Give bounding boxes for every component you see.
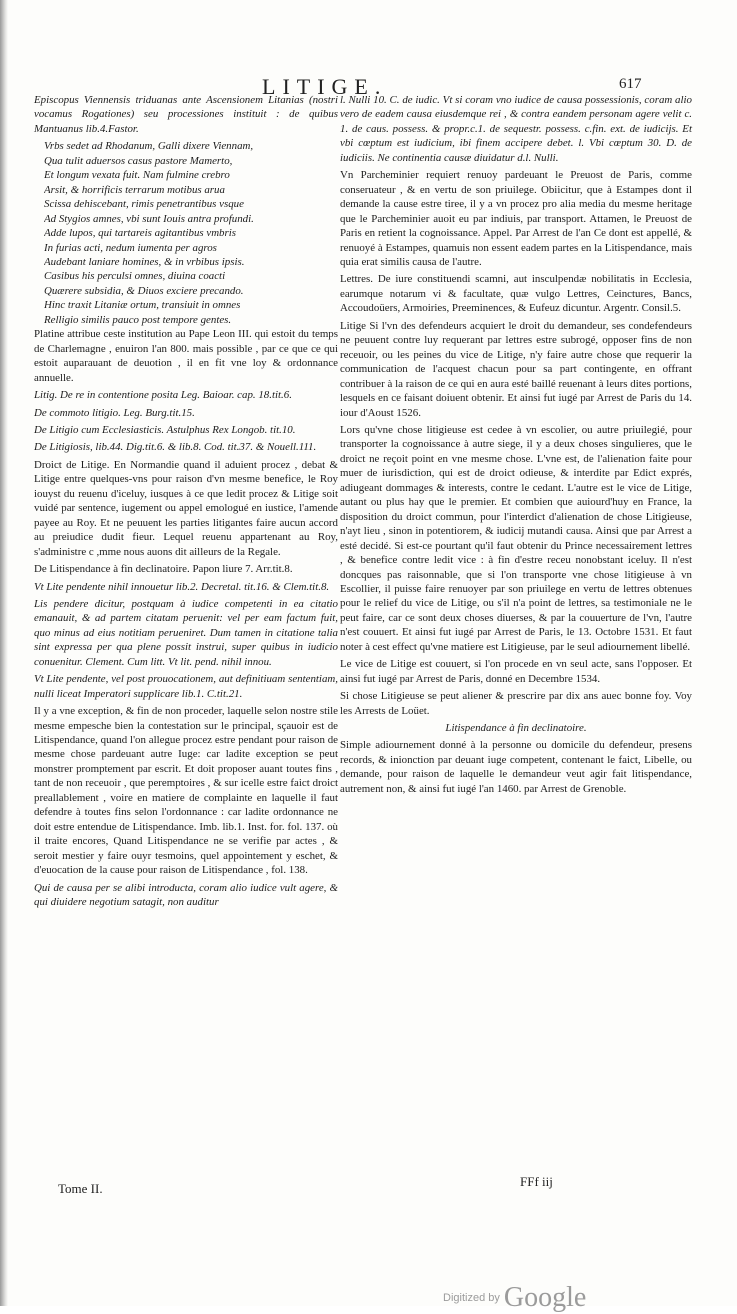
right-column <box>340 93 692 799</box>
verse-line: Relligio similis pauco post tempore gentes. <box>44 313 232 326</box>
paragraph: Simple adiournement donné à la personne ou domicile du defendeur, presens records, & inionction par deuant iuge competent, contenant le faict, Libelle, ou demande, pour raison de laquelle le demandeur veut agir fait litispendance, autrement non, & ainsi fut iugé l'an 1460. par Arrest de Grenoble. <box>340 739 692 795</box>
paragraph: Litige Si l'vn des defendeurs acquiert le droit du demandeur, ses condefendeurs ne peuuent contre luy requerant par lettres estre subrogé, opposer fins de non receuoir, ou les peines du vice de Litige, n'y faire autre chose que requerir la communication de l'acquest chacun pour sa part contingente, en offrant contribuer à la raison de ce qui en aura esté baillé reuenant à leurs dites portions, lesquels en ce faisant doiuent obtenir. Et ainsi fut iugé par Arrest de Paris du 14. iour d'Aoust 1526. <box>340 319 692 419</box>
paragraph: Il y a vne exception, & fin de non proceder, laquelle selon nostre stile mesme empesche bien la contestation sur le principal, sçauoir est de Litispendance, quand l'on allegue procez estre pendant pour raison de mesme chose pardeuant autre Iuge: car ladite exception se peut monstrer promptement par escrit. Et doit proposer auant toutes fins , tant de non receuoir , que peremptoires , & sur icelle estre faict droict preallablement , voire en matiere de complainte en laquelle il faut defendre à toutes fins selon l'ordonnance : car ladite ordonnance ne doit estre entendue de Litispendance. Imb. lib.1. Inst. for. fol. 137. où il traite encores, Quand Litispendance ne se verifie par actes , & seroit mestier y faire ouyr tesmoins, quel appointement y eschet, & d'euocation de la cause pour raison de Litispendance , fol. 138. <box>34 705 338 877</box>
paragraph: De Litispendance à fin declinatoire. Papon liure 7. Arr.tit.8. <box>34 563 293 576</box>
digitized-watermark <box>443 1282 586 1314</box>
scan-edge <box>0 0 8 1306</box>
paragraph: De commoto litigio. Leg. Burg.tit.15. <box>34 406 195 419</box>
google-logo: Google <box>503 1282 587 1313</box>
volume-label: Tome II. <box>58 1181 103 1196</box>
verse-line: Et longum vexata fuit. Nam fulmine crebro <box>44 169 230 182</box>
intro-paragraph: Episcopus Viennensis triduanas ante Ascensionem Litanias (nostri vocamus Rogationes) seu processiones instituit : de quibus Mantuanus lib.4.Fastor. <box>34 94 338 135</box>
verse-line: Vrbs sedet ad Rhodanum, Galli dixere Viennam, <box>44 140 254 153</box>
paragraph: Platine attribue ceste institution au Pape Leon III. qui estoit du temps de Charlemagne , enuiron l'an 800. mais possible , par ce que ce qui estoit auparauant de deuotion , il en fit vne loy & ordonnance annuelle. <box>34 328 338 384</box>
verse-line: Arsit, & horrificis terrarum motibus arua <box>44 183 225 196</box>
paragraph: l. Nulli 10. C. de iudic. Vt si coram vno iudice de causa possessionis, coram alio vero de eadem causa eiusdemque rei , & contra eandem personam agere velit c. 1. de caus. possess. & propr.c.1. de sequestr. possess. c.fin. ext. de iudicijs. Et vbi cœptum est iudicium, ibi finem accipere debet. l. Vbi cœptum 30. D. de iudiciis. Ne continentia causæ diuidatur d.l. Nulli. <box>340 94 692 164</box>
verse-line: Casibus his perculsi omnes, diuina coacti <box>44 270 226 283</box>
paragraph: Lis pendere dicitur, postquam à iudice competenti in ea citatio emanauit, & ad partem citatam peruenit: vel per eam factum fuit, quo minus ad eius notitiam perueniret. Dum tamen in citatione talia sint expressa per qua plene possit instrui, super quibus in iudicio conuenitur. Clement. Cum litt. Vt lit. pend. nihil innou. <box>34 597 338 668</box>
running-head: LITIGE. <box>262 74 388 99</box>
page-number: 617 <box>619 76 642 92</box>
verse-block <box>34 139 338 327</box>
verse-line: Quærere subsidia, & Diuos exciere precando. <box>44 284 244 297</box>
digitized-label: Digitized by <box>443 1292 500 1304</box>
verse-line: Hinc traxit Litaniæ ortum, transiuit in omnes <box>44 299 241 312</box>
left-column <box>34 93 338 912</box>
verse-line: Scissa dehiscebant, rimis penetrantibus vsque <box>44 198 244 211</box>
paragraph: Droict de Litige. En Normandie quand il aduient procez , debat & Litige entre quelques-vns pour raison d'vn mesme benefice, le Roy iouyst du reuenu d'iceluy, iusques à ce que ledit procez & Litige soit vuidé par sentence, iugement ou appel emologué en iustice, l'amende payee au Roy. Et ne peuuent les parties litigantes faire aucun accord au preiudice dudit fieur. Lequel reuenu appartenant au Roy, s'administre c ,mme nous auons dit ailleurs de la Regale. <box>34 458 338 558</box>
paragraph: De Litigio cum Ecclesiasticis. Astulphus Rex Longob. tit.10. <box>34 423 296 436</box>
paragraph: Le vice de Litige est couuert, si l'on procede en vn seul acte, sans l'opposer. Et ainsi fut iugé par Arrest de Paris, donné en Decembre 1534. <box>340 658 692 685</box>
signature-mark: FFf iij <box>520 1174 553 1189</box>
verse-line: In furias acti, nedum iumenta per agros <box>44 241 217 254</box>
paragraph: Vn Parcheminier requiert renuoy pardeuant le Preuost de Paris, comme conseruateur , & en vertu de son priuilege. Obiicitur, que à Estampes dont il demande la cause estre tiree, il y a vn procez pro alia media du mesme heritage que le Parcheminier auoit eu par indiuis, par transport. Attamen, le Preuost de Paris en retient la cognoissance. Appel. Par Arrest de l'an Ce dont est appellé, & renuoyé à Estampes, quamuis non essent eadem partes en la Litispendance, mais quia erat similis causa de l'autre. <box>340 169 692 268</box>
paragraph: Vt Lite pendente, vel post prouocationem, aut definitiuam sententiam, nulli liceat Imperatori supplicare lib.1. C.tit.21. <box>34 673 338 700</box>
verse-line: Adde lupos, qui tartareis agitantibus vmbris <box>44 227 237 240</box>
verse-line: Audebant laniare homines, & in vrbibus ipsis. <box>44 255 245 268</box>
paragraph: Vt Lite pendente nihil innouetur lib.2. Decretal. tit.16. & Clem.tit.8. <box>34 580 330 593</box>
paragraph: Litig. De re in contentione posita Leg. Baioar. cap. 18.tit.6. <box>34 389 292 402</box>
verse-line: Ad Stygios amnes, vbi sunt Iouis antra profundi. <box>44 212 254 225</box>
paragraph: Si chose Litigieuse se peut aliener & prescrire par dix ans auec bonne foy. Voy les Arrests de Loüet. <box>340 690 692 717</box>
paragraph: Lors qu'vne chose litigieuse est cedee à vn escolier, ou autre priuilegié, pour transporter la cognoissance à autre siege, il y a deux choses singulieres, que le droict ne reçoit point en vne mesme chose. L'vne est, de l'alienation faite pour muer de iurisdiction, qui est de droict odieuse, & interdite par Edict exprés, adiugeant dommages & interests, contre le cedant. L'autre est le vice de Litige, autant ou plus hay que le premier. Et combien que auiourd'huy en France, la disposition du droict commun, pour l'interdict d'alienation de chose Litigieuse, n'ayt lieu , sinon in potentiorem, & iudicij mutandi causa. Ainsi que par Arrest a esté decidé. Si est-ce pourtant qu'il faut obtenir du Prince necessairement lettres , & benefice contre ledit vice : à fin d'estre receu nonobstant iceluy. Il n'est doncques pas raisonnable, que si l'on transporte vne chose litigieuse à vn Escollier, il puisse faire renuoyer par son priuilege en vertu de lettres obtenues pour le relief du vice de Litige, ou s'il n'a point de lettres, sa testimoniale ne le peut faire, car ce sont deux choses diuerses, & par la couuerture de l'vn, l'autre n'est couuert. Et ainsi fut iugé par Arrest de Paris, le 13. Octobre 1531. Et faut noter à cest effect qu'vne matiere est Litigieuse, par le seul adiournement libellé. <box>340 423 692 653</box>
section-heading: Litispendance à fin declinatoire. <box>445 722 587 735</box>
paragraph: Qui de causa per se alibi introducta, coram alio iudice vult agere, & qui diuidere negotium satagit, non auditur <box>34 881 338 909</box>
paragraph: De Litigiosis, lib.44. Dig.tit.6. & lib.8. Cod. tit.37. & Nouell.111. <box>34 441 317 454</box>
paragraph: Lettres. De iure constituendi scamni, aut insculpendæ nobilitatis in Ecclesia, earumque notarum vi & facultate, quæ vulgo Lettres, Ceinctures, Bancs, Accoudoüers, Armoiries, Preeminences, & Eufeuz dicuntur. Argentr. Consil.5. <box>340 273 692 315</box>
verse-line: Qua tulit aduersos casus pastore Mamerto, <box>44 154 233 167</box>
